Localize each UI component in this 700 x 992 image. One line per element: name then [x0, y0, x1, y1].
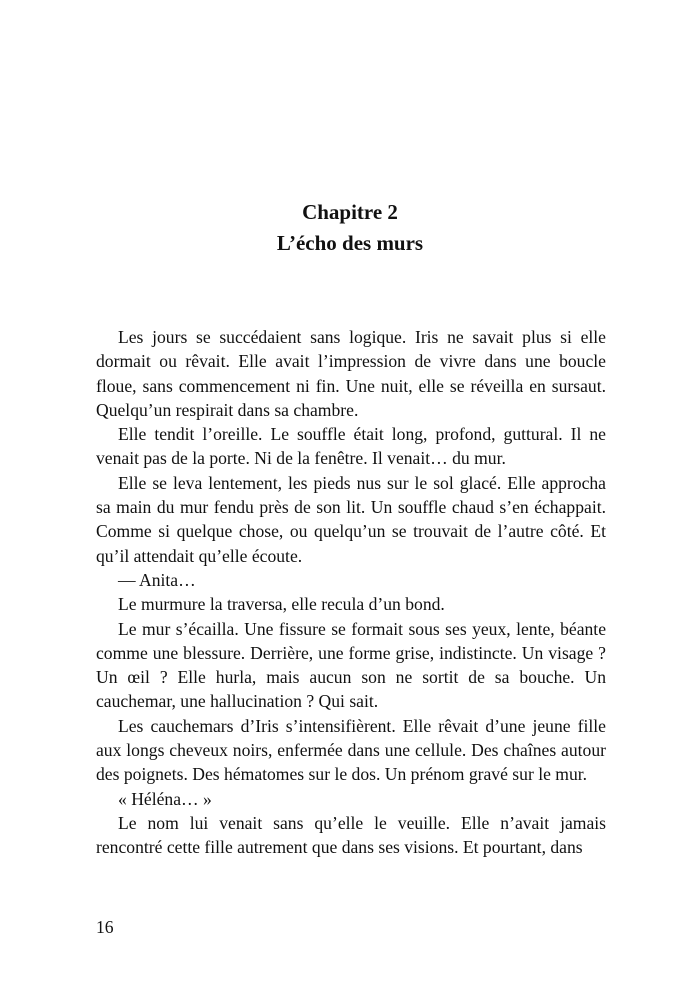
- chapter-title: L’écho des murs: [276, 231, 424, 255]
- chapter-body: [96, 325, 606, 860]
- paragraph: Elle se leva lentement, les pieds nus sur le sol glacé. Elle approcha sa main du mur fendu près de son lit. Un souffle chaud s’en échappait. Comme si quelque chose, ou quelqu’un se trouvait de l’autre côté. Et qu’il attendait qu’elle écoute.: [96, 472, 606, 566]
- paragraph: Les jours se succédaient sans logique. Iris ne savait plus si elle dormait ou rêvait. Elle avait l’impression de vivre dans une boucle floue, sans commencement ni fin. Une nuit, elle se réveilla en sursaut. Quelqu’un respirait dans sa chambre.: [96, 327, 606, 420]
- paragraph: Le nom lui venait sans qu’elle le veuille. Elle n’avait jamais rencontré cette fille autrement que dans ses visions. Et pourtant, dans: [96, 812, 606, 858]
- paragraph: Le mur s’écailla. Une fissure se formait sous ses yeux, lente, béante comme une blessure. Derrière, une forme grise, indistincte. Un visage ? Un œil ? Elle hurla, mais aucun son ne sortit de sa bouche. Un cauchemar, une hallucination ? Qui sait.: [96, 618, 606, 712]
- paragraph: Elle tendit l’oreille. Le souffle était long, profond, guttural. Il ne venait pas de la porte. Ni de la fenêtre. Il venait… du mur.: [96, 424, 606, 469]
- paragraph: Le murmure la traversa, elle recula d’un bond.: [118, 594, 445, 615]
- chapter-heading: [0, 197, 700, 259]
- quoted-name: « Héléna… »: [118, 788, 212, 809]
- chapter-number: Chapitre 2: [302, 200, 398, 224]
- page-number: 16: [96, 917, 114, 937]
- paragraph: Les cauchemars d’Iris s’intensifièrent. Elle rêvait d’une jeune fille aux longs cheveux noirs, enfermée dans une cellule. Des chaînes autour des poignets. Des hématomes sur le dos. Un prénom gravé sur le mur.: [96, 715, 606, 785]
- dialogue-line: — Anita…: [118, 569, 196, 590]
